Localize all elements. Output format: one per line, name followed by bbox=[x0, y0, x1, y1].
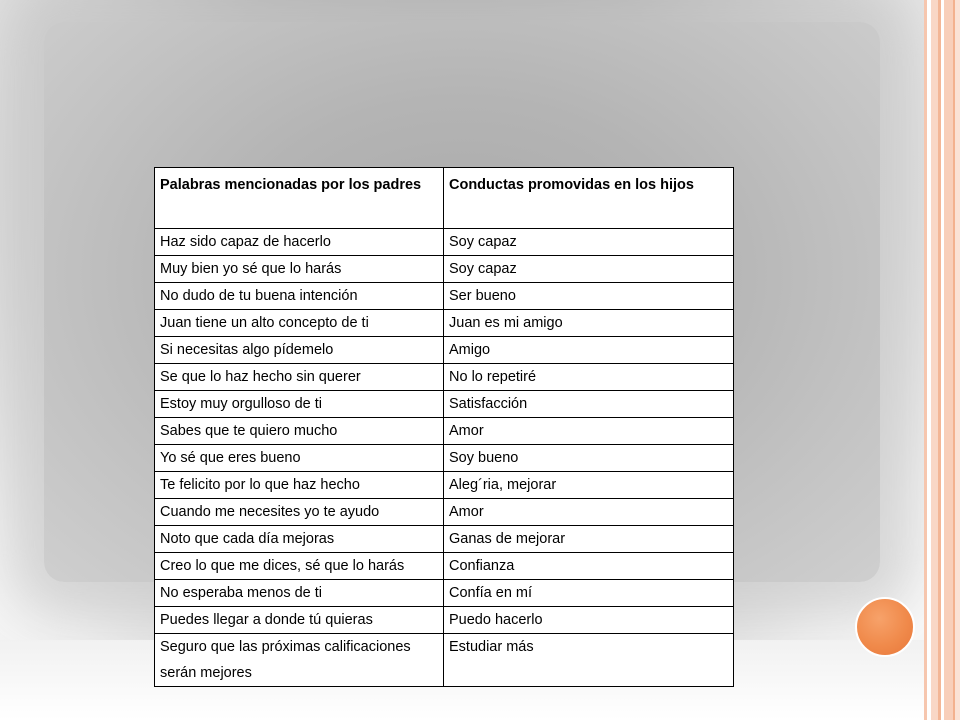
cell-child-behavior: Confianza bbox=[444, 553, 734, 580]
cell-parent-words: Yo sé que eres bueno bbox=[155, 445, 444, 472]
cell-child-behavior: Amor bbox=[444, 418, 734, 445]
cell-parent-words: Se que lo haz hecho sin querer bbox=[155, 364, 444, 391]
cell-parent-words: Creo lo que me dices, sé que lo harás bbox=[155, 553, 444, 580]
header-cell-words: Palabras mencionadas por los padres bbox=[155, 168, 444, 229]
header-cell-behaviors: Conductas promovidas en los hijos bbox=[444, 168, 734, 229]
cell-child-behavior: Soy capaz bbox=[444, 229, 734, 256]
cell-child-behavior: Puedo hacerlo bbox=[444, 607, 734, 634]
cell-parent-words: No esperaba menos de ti bbox=[155, 580, 444, 607]
table-row bbox=[155, 634, 734, 687]
decorative-circle-icon bbox=[855, 597, 915, 657]
cell-parent-words: Puedes llegar a donde tú quieras bbox=[155, 607, 444, 634]
cell-child-behavior: Ser bueno bbox=[444, 283, 734, 310]
decorative-stripe bbox=[944, 0, 953, 720]
cell-child-behavior: Satisfacción bbox=[444, 391, 734, 418]
table-row bbox=[155, 364, 734, 391]
table-row bbox=[155, 391, 734, 418]
cell-parent-words: Noto que cada día mejoras bbox=[155, 526, 444, 553]
table-row bbox=[155, 310, 734, 337]
table-row bbox=[155, 445, 734, 472]
decorative-stripe bbox=[931, 0, 938, 720]
cell-child-behavior: Ganas de mejorar bbox=[444, 526, 734, 553]
cell-child-behavior: Confía en mí bbox=[444, 580, 734, 607]
words-behaviors-table bbox=[154, 167, 734, 687]
cell-parent-words: Muy bien yo sé que lo harás bbox=[155, 256, 444, 283]
cell-child-behavior: Amigo bbox=[444, 337, 734, 364]
table-row bbox=[155, 607, 734, 634]
decorative-stripe bbox=[955, 0, 960, 720]
cell-parent-words: Si necesitas algo pídemelo bbox=[155, 337, 444, 364]
cell-parent-words: Estoy muy orgulloso de ti bbox=[155, 391, 444, 418]
cell-parent-words: Te felicito por lo que haz hecho bbox=[155, 472, 444, 499]
table-row bbox=[155, 418, 734, 445]
table-row bbox=[155, 553, 734, 580]
cell-child-behavior: Soy bueno bbox=[444, 445, 734, 472]
table-row bbox=[155, 580, 734, 607]
table-body bbox=[155, 229, 734, 687]
cell-child-behavior: Amor bbox=[444, 499, 734, 526]
cell-parent-words: No dudo de tu buena intención bbox=[155, 283, 444, 310]
table-row bbox=[155, 283, 734, 310]
table-row bbox=[155, 256, 734, 283]
table-row bbox=[155, 337, 734, 364]
cell-child-behavior: Aleg´ria, mejorar bbox=[444, 472, 734, 499]
cell-child-behavior: No lo repetiré bbox=[444, 364, 734, 391]
cell-parent-words: Cuando me necesites yo te ayudo bbox=[155, 499, 444, 526]
cell-parent-words: Juan tiene un alto concepto de ti bbox=[155, 310, 444, 337]
cell-child-behavior: Estudiar más bbox=[444, 634, 734, 687]
cell-parent-words: Seguro que las próximas calificaciones serán mejores bbox=[155, 634, 444, 687]
table-header-row bbox=[155, 168, 734, 229]
table-row bbox=[155, 229, 734, 256]
cell-child-behavior: Soy capaz bbox=[444, 256, 734, 283]
table-row bbox=[155, 526, 734, 553]
cell-child-behavior: Juan es mi amigo bbox=[444, 310, 734, 337]
cell-parent-words: Haz sido capaz de hacerlo bbox=[155, 229, 444, 256]
cell-parent-words: Sabes que te quiero mucho bbox=[155, 418, 444, 445]
table-row bbox=[155, 499, 734, 526]
table-row bbox=[155, 472, 734, 499]
